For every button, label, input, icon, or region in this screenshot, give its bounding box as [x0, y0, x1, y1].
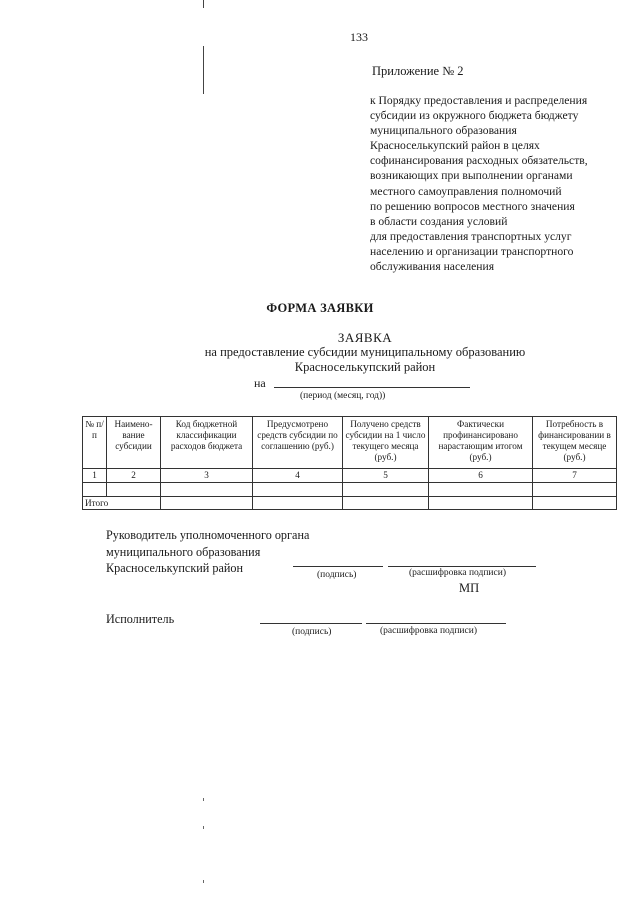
form-title: ФОРМА ЗАЯВКИ [266, 301, 374, 315]
appendix-line: в области создания условий [370, 214, 508, 228]
appendix-line: Красноселькупский район в целях [370, 139, 540, 153]
period-label: на [254, 376, 266, 390]
table-cell[interactable] [429, 497, 533, 510]
application-subtitle: на предоставление субсидии муниципальному образованию [204, 345, 526, 359]
appendix-line: субсидии из окружного бюджета бюджету [370, 109, 579, 123]
margin-mark [203, 826, 204, 829]
appendix-line: возникающих при выполнении органами [370, 169, 573, 183]
head-decoding-field[interactable] [388, 566, 536, 567]
municipality-name: Красноселькупский район [294, 360, 436, 374]
margin-rule-upper [203, 46, 204, 94]
table-header-row [83, 417, 617, 469]
executor-signature-hint: (подпись) [292, 627, 332, 637]
table-cell[interactable] [161, 497, 253, 510]
executor-decoding-hint: (расшифровка подписи) [380, 626, 477, 636]
column-number: 5 [343, 469, 429, 483]
margin-mark [203, 798, 204, 801]
appendix-title: Приложение № 2 [372, 64, 464, 78]
signatory-line: Красноселькупский район [106, 561, 243, 575]
column-number-row [83, 469, 617, 483]
appendix-line: населению и организации транспортного [370, 244, 574, 258]
signatory-line: Руководитель уполномоченного органа [106, 528, 310, 542]
period-hint: (период (месяц, год)) [300, 391, 386, 401]
appendix-line: обслуживания населения [370, 260, 495, 274]
executor-decoding-field[interactable] [366, 623, 506, 624]
application-title: ЗАЯВКА [337, 330, 393, 345]
table-cell[interactable] [253, 483, 343, 497]
appendix-line: по решению вопросов местного значения [370, 199, 575, 213]
table-row [83, 483, 617, 497]
head-signature-hint: (подпись) [317, 570, 357, 580]
table-cell[interactable] [533, 483, 617, 497]
table-cell[interactable] [429, 483, 533, 497]
stamp-place: МП [459, 581, 480, 595]
head-signature-field[interactable] [293, 566, 383, 567]
table-cell[interactable] [253, 497, 343, 510]
header-cell: Код бюджетной классификации расходов бюджета [161, 417, 253, 469]
margin-mark [203, 880, 204, 883]
header-cell: № п/п [83, 417, 107, 469]
column-number: 4 [253, 469, 343, 483]
head-decoding-hint: (расшифровка подписи) [409, 568, 506, 578]
total-label: Итого [83, 497, 161, 510]
column-number: 7 [533, 469, 617, 483]
table-cell[interactable] [161, 483, 253, 497]
appendix-line: местного самоуправления полномочий [370, 184, 562, 198]
application-table [82, 416, 617, 510]
column-number: 6 [429, 469, 533, 483]
executor-signature-field[interactable] [260, 623, 362, 624]
header-cell: Наимено-вание субсидии [107, 417, 161, 469]
table-cell[interactable] [343, 483, 429, 497]
column-number: 3 [161, 469, 253, 483]
period-field[interactable] [274, 387, 470, 388]
appendix-text [370, 93, 620, 274]
margin-rule-top [203, 0, 204, 8]
table-cell[interactable] [83, 483, 107, 497]
appendix-line: муниципального образования [370, 124, 517, 138]
total-row [83, 497, 617, 510]
appendix-line: софинансирования расходных обязательств, [370, 154, 588, 168]
appendix-line: к Порядку предоставления и распределения [370, 94, 588, 107]
column-number: 2 [107, 469, 161, 483]
header-cell: Получено средств субсидии на 1 число текущего месяца (руб.) [343, 417, 429, 469]
table-cell[interactable] [533, 497, 617, 510]
appendix-line: для предоставления транспортных услуг [370, 229, 572, 243]
header-cell: Потребность в финансировании в текущем месяце (руб.) [533, 417, 617, 469]
signatory-line: муниципального образования [106, 544, 261, 559]
column-number: 1 [83, 469, 107, 483]
header-cell: Предусмотрено средств субсидии по соглашению (руб.) [253, 417, 343, 469]
head-signatory [106, 527, 309, 577]
table-cell[interactable] [343, 497, 429, 510]
table-cell[interactable] [107, 483, 161, 497]
executor-label: Исполнитель [106, 612, 175, 626]
page-number: 133 [350, 30, 368, 44]
header-cell: Фактически профинансировано нарастающим итогом (руб.) [429, 417, 533, 469]
